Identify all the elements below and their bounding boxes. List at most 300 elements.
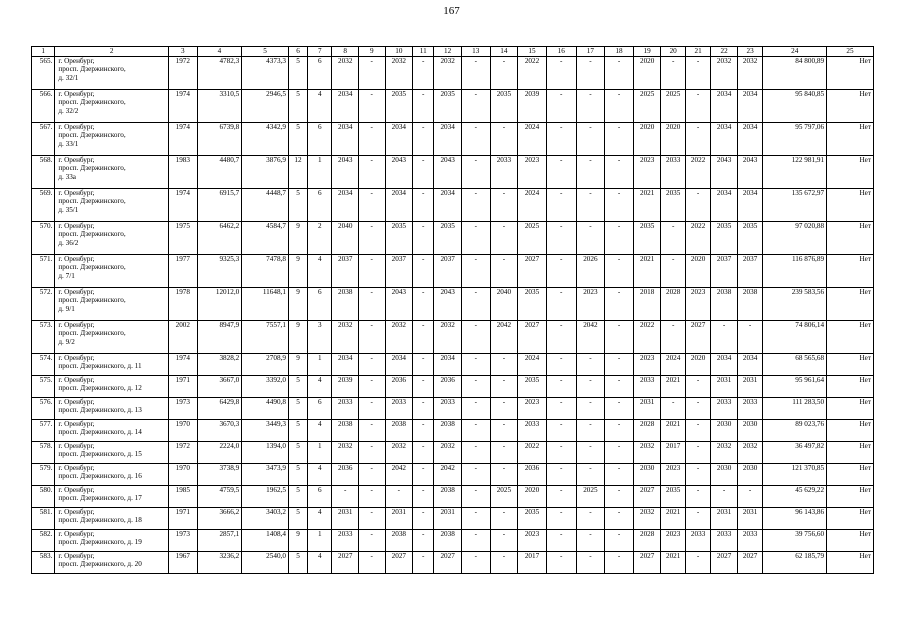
column-header: 13 — [461, 47, 490, 57]
cell-col-3: 1971 — [168, 376, 197, 398]
cell-col-23: 2043 — [737, 156, 762, 189]
cell-col-9: - — [358, 464, 385, 486]
column-header: 1 — [32, 47, 55, 57]
cell-col-16: - — [546, 442, 576, 464]
cell-col-14: - — [490, 420, 518, 442]
cell-col-12: 2027 — [434, 552, 462, 574]
cell-col-3: 1972 — [168, 442, 197, 464]
cell-col-11: - — [413, 442, 434, 464]
cell-col-7: 4 — [308, 552, 332, 574]
table-row — [32, 442, 874, 464]
cell-col-15: 2039 — [518, 90, 547, 123]
address-line: д. 33а — [58, 172, 76, 181]
cell-col-7: 6 — [308, 288, 332, 321]
cell-col-14: - — [490, 57, 518, 90]
cell-col-25: Нет — [827, 464, 874, 486]
cell-col-10: - — [385, 486, 413, 508]
table-row — [32, 222, 874, 255]
cell-col-22: 2030 — [711, 464, 738, 486]
address-line: г. Оренбург, — [58, 321, 95, 329]
cell-col-17: - — [576, 376, 605, 398]
cell-col-13: - — [461, 288, 490, 321]
cell-col-24: 116 876,89 — [763, 255, 827, 288]
cell-col-10: 2043 — [385, 156, 413, 189]
cell-col-4: 9325,3 — [197, 255, 242, 288]
cell-col-13: - — [461, 420, 490, 442]
cell-col-24: 122 981,91 — [763, 156, 827, 189]
row-number: 577. — [32, 420, 55, 442]
cell-col-14: 2035 — [490, 90, 518, 123]
cell-col-16: - — [546, 321, 576, 354]
cell-col-22: 2033 — [711, 530, 738, 552]
cell-col-20: 2035 — [661, 189, 685, 222]
row-number: 580. — [32, 486, 55, 508]
column-header: 3 — [168, 47, 197, 57]
cell-col-9: - — [358, 398, 385, 420]
table-row — [32, 123, 874, 156]
cell-col-4: 3236,2 — [197, 552, 242, 574]
column-header: 15 — [518, 47, 547, 57]
cell-col-19: 2030 — [633, 464, 661, 486]
cell-col-15: 2023 — [518, 398, 547, 420]
row-number: 574. — [32, 354, 55, 376]
column-header: 22 — [711, 47, 738, 57]
cell-col-24: 62 185,79 — [763, 552, 827, 574]
cell-col-19: 2021 — [633, 189, 661, 222]
cell-col-11: - — [413, 90, 434, 123]
cell-col-16: - — [546, 354, 576, 376]
cell-col-5: 1408,4 — [242, 530, 289, 552]
cell-col-21: - — [685, 57, 710, 90]
address-cell — [55, 420, 169, 442]
cell-col-17: - — [576, 464, 605, 486]
cell-col-16: - — [546, 420, 576, 442]
cell-col-6: 5 — [288, 486, 307, 508]
cell-col-15: 2023 — [518, 530, 547, 552]
cell-col-20: 2021 — [661, 420, 685, 442]
row-number: 568. — [32, 156, 55, 189]
cell-col-3: 1978 — [168, 288, 197, 321]
cell-col-24: 95 797,06 — [763, 123, 827, 156]
cell-col-23: 2032 — [737, 57, 762, 90]
cell-col-14: 2033 — [490, 156, 518, 189]
cell-col-12: 2035 — [434, 222, 462, 255]
cell-col-20: - — [661, 57, 685, 90]
cell-col-11: - — [413, 376, 434, 398]
cell-col-14: - — [490, 123, 518, 156]
cell-col-14: 2025 — [490, 486, 518, 508]
cell-col-16: - — [546, 530, 576, 552]
cell-col-20: 2028 — [661, 288, 685, 321]
cell-col-9: - — [358, 255, 385, 288]
cell-col-21: - — [685, 442, 710, 464]
cell-col-19: 2028 — [633, 420, 661, 442]
cell-col-18: - — [605, 398, 634, 420]
cell-col-11: - — [413, 255, 434, 288]
cell-col-17: - — [576, 530, 605, 552]
row-number: 576. — [32, 398, 55, 420]
cell-col-19: 2020 — [633, 123, 661, 156]
cell-col-8: 2027 — [332, 552, 359, 574]
cell-col-18: - — [605, 156, 634, 189]
cell-col-8: 2032 — [332, 57, 359, 90]
cell-col-3: 2002 — [168, 321, 197, 354]
cell-col-10: 2036 — [385, 376, 413, 398]
cell-col-14: - — [490, 189, 518, 222]
row-number: 573. — [32, 321, 55, 354]
cell-col-19: 2031 — [633, 398, 661, 420]
cell-col-15: 2022 — [518, 57, 547, 90]
cell-col-6: 5 — [288, 57, 307, 90]
cell-col-22: 2027 — [711, 552, 738, 574]
cell-col-4: 6739,8 — [197, 123, 242, 156]
address-cell — [55, 321, 169, 354]
column-header: 23 — [737, 47, 762, 57]
cell-col-19: 2033 — [633, 376, 661, 398]
cell-col-21: - — [685, 398, 710, 420]
address-line: просп. Дзержинского, д. 19 — [58, 538, 142, 547]
cell-col-19: 2022 — [633, 321, 661, 354]
cell-col-21: 2033 — [685, 530, 710, 552]
address-cell — [55, 486, 169, 508]
cell-col-21: - — [685, 508, 710, 530]
cell-col-22: 2037 — [711, 255, 738, 288]
cell-col-25: Нет — [827, 123, 874, 156]
cell-col-18: - — [605, 123, 634, 156]
cell-col-4: 3828,2 — [197, 354, 242, 376]
cell-col-19: 2023 — [633, 354, 661, 376]
cell-col-21: 2020 — [685, 255, 710, 288]
cell-col-16: - — [546, 57, 576, 90]
cell-col-5: 7478,8 — [242, 255, 289, 288]
cell-col-6: 5 — [288, 552, 307, 574]
cell-col-21: - — [685, 552, 710, 574]
cell-col-9: - — [358, 189, 385, 222]
cell-col-10: 2038 — [385, 530, 413, 552]
cell-col-20: 2017 — [661, 442, 685, 464]
cell-col-10: 2033 — [385, 398, 413, 420]
address-cell — [55, 552, 169, 574]
cell-col-21: - — [685, 420, 710, 442]
cell-col-12: 2034 — [434, 354, 462, 376]
cell-col-24: 121 370,85 — [763, 464, 827, 486]
cell-col-13: - — [461, 530, 490, 552]
cell-col-23: 2027 — [737, 552, 762, 574]
cell-col-16: - — [546, 156, 576, 189]
address-line: просп. Дзержинского, д. 15 — [58, 450, 142, 459]
cell-col-6: 9 — [288, 321, 307, 354]
address-line: г. Оренбург, — [58, 508, 95, 516]
cell-col-12: 2032 — [434, 321, 462, 354]
cell-col-8: 2034 — [332, 189, 359, 222]
cell-col-9: - — [358, 222, 385, 255]
cell-col-20: 2021 — [661, 508, 685, 530]
cell-col-11: - — [413, 464, 434, 486]
cell-col-5: 3392,0 — [242, 376, 289, 398]
cell-col-17: - — [576, 189, 605, 222]
cell-col-5: 4490,8 — [242, 398, 289, 420]
row-number: 578. — [32, 442, 55, 464]
cell-col-14: - — [490, 222, 518, 255]
row-number: 579. — [32, 464, 55, 486]
cell-col-15: 2024 — [518, 123, 547, 156]
cell-col-11: - — [413, 508, 434, 530]
cell-col-18: - — [605, 508, 634, 530]
cell-col-21: 2020 — [685, 354, 710, 376]
cell-col-18: - — [605, 354, 634, 376]
cell-col-23: 2034 — [737, 189, 762, 222]
cell-col-3: 1977 — [168, 255, 197, 288]
cell-col-25: Нет — [827, 420, 874, 442]
cell-col-23: 2035 — [737, 222, 762, 255]
column-header: 8 — [332, 47, 359, 57]
cell-col-15: 2022 — [518, 442, 547, 464]
cell-col-24: 111 283,50 — [763, 398, 827, 420]
cell-col-9: - — [358, 156, 385, 189]
cell-col-11: - — [413, 552, 434, 574]
cell-col-24: 36 497,82 — [763, 442, 827, 464]
cell-col-10: 2034 — [385, 123, 413, 156]
cell-col-11: - — [413, 420, 434, 442]
page-number: 167 — [443, 5, 460, 17]
address-line: г. Оренбург, — [58, 123, 95, 131]
cell-col-18: - — [605, 552, 634, 574]
cell-col-6: 12 — [288, 156, 307, 189]
table-body — [32, 47, 874, 574]
cell-col-12: 2038 — [434, 486, 462, 508]
cell-col-23: 2032 — [737, 442, 762, 464]
cell-col-20: 2035 — [661, 486, 685, 508]
address-line: просп. Дзержинского, — [58, 164, 126, 173]
cell-col-18: - — [605, 321, 634, 354]
cell-col-18: - — [605, 376, 634, 398]
cell-col-10: 2035 — [385, 90, 413, 123]
cell-col-9: - — [358, 354, 385, 376]
cell-col-12: 2037 — [434, 255, 462, 288]
row-number: 566. — [32, 90, 55, 123]
cell-col-4: 6915,7 — [197, 189, 242, 222]
cell-col-3: 1973 — [168, 530, 197, 552]
cell-col-17: 2025 — [576, 486, 605, 508]
column-header: 5 — [242, 47, 289, 57]
cell-col-5: 4373,3 — [242, 57, 289, 90]
cell-col-6: 5 — [288, 442, 307, 464]
cell-col-4: 3666,2 — [197, 508, 242, 530]
cell-col-11: - — [413, 57, 434, 90]
cell-col-9: - — [358, 420, 385, 442]
cell-col-23: 2033 — [737, 530, 762, 552]
address-line: г. Оренбург, — [58, 255, 95, 263]
header-row — [32, 47, 874, 57]
address-line: г. Оренбург, — [58, 189, 95, 197]
table-row — [32, 156, 874, 189]
table-row — [32, 57, 874, 90]
cell-col-3: 1967 — [168, 552, 197, 574]
cell-col-9: - — [358, 530, 385, 552]
cell-col-14: - — [490, 442, 518, 464]
column-header: 18 — [605, 47, 634, 57]
cell-col-4: 3738,9 — [197, 464, 242, 486]
cell-col-21: - — [685, 90, 710, 123]
cell-col-13: - — [461, 508, 490, 530]
cell-col-5: 3403,2 — [242, 508, 289, 530]
cell-col-6: 5 — [288, 508, 307, 530]
address-line: просп. Дзержинского, — [58, 230, 126, 239]
cell-col-20: - — [661, 398, 685, 420]
cell-col-3: 1972 — [168, 57, 197, 90]
cell-col-5: 2708,9 — [242, 354, 289, 376]
address-line: д. 32/2 — [58, 106, 79, 115]
cell-col-20: - — [661, 255, 685, 288]
cell-col-24: 96 143,86 — [763, 508, 827, 530]
cell-col-17: - — [576, 156, 605, 189]
cell-col-8: 2033 — [332, 398, 359, 420]
cell-col-22: 2031 — [711, 376, 738, 398]
cell-col-11: - — [413, 354, 434, 376]
cell-col-18: - — [605, 464, 634, 486]
cell-col-11: - — [413, 189, 434, 222]
cell-col-11: - — [413, 156, 434, 189]
column-header: 16 — [546, 47, 576, 57]
cell-col-16: - — [546, 398, 576, 420]
column-header: 10 — [385, 47, 413, 57]
cell-col-4: 4480,7 — [197, 156, 242, 189]
cell-col-20: - — [661, 222, 685, 255]
cell-col-17: - — [576, 398, 605, 420]
cell-col-22: 2034 — [711, 123, 738, 156]
cell-col-15: 2024 — [518, 189, 547, 222]
cell-col-21: - — [685, 464, 710, 486]
cell-col-6: 9 — [288, 530, 307, 552]
cell-col-13: - — [461, 398, 490, 420]
cell-col-6: 5 — [288, 189, 307, 222]
cell-col-12: 2038 — [434, 420, 462, 442]
cell-col-5: 4342,9 — [242, 123, 289, 156]
cell-col-24: 89 023,76 — [763, 420, 827, 442]
cell-col-17: - — [576, 508, 605, 530]
cell-col-22: 2034 — [711, 354, 738, 376]
cell-col-6: 9 — [288, 255, 307, 288]
cell-col-24: 97 020,88 — [763, 222, 827, 255]
cell-col-5: 4584,7 — [242, 222, 289, 255]
address-cell — [55, 156, 169, 189]
address-line: г. Оренбург, — [58, 464, 95, 472]
cell-col-8: 2034 — [332, 123, 359, 156]
cell-col-9: - — [358, 442, 385, 464]
cell-col-20: 2023 — [661, 464, 685, 486]
row-number: 565. — [32, 57, 55, 90]
cell-col-17: - — [576, 123, 605, 156]
cell-col-7: 1 — [308, 156, 332, 189]
table-row — [32, 255, 874, 288]
cell-col-15: 2023 — [518, 156, 547, 189]
address-line: просп. Дзержинского, д. 11 — [58, 362, 142, 371]
address-line: г. Оренбург, — [58, 530, 95, 538]
cell-col-18: - — [605, 288, 634, 321]
cell-col-19: 2032 — [633, 508, 661, 530]
cell-col-6: 9 — [288, 288, 307, 321]
cell-col-7: 2 — [308, 222, 332, 255]
cell-col-22: 2043 — [711, 156, 738, 189]
row-number: 582. — [32, 530, 55, 552]
cell-col-19: 2025 — [633, 90, 661, 123]
cell-col-18: - — [605, 530, 634, 552]
cell-col-9: - — [358, 376, 385, 398]
cell-col-24: 45 629,22 — [763, 486, 827, 508]
cell-col-18: - — [605, 420, 634, 442]
address-line: г. Оренбург, — [58, 354, 95, 362]
cell-col-7: 6 — [308, 123, 332, 156]
cell-col-6: 5 — [288, 90, 307, 123]
address-line: г. Оренбург, — [58, 552, 95, 560]
cell-col-4: 3310,5 — [197, 90, 242, 123]
address-cell — [55, 288, 169, 321]
cell-col-12: 2034 — [434, 123, 462, 156]
cell-col-11: - — [413, 123, 434, 156]
column-header: 19 — [633, 47, 661, 57]
cell-col-15: 2035 — [518, 288, 547, 321]
cell-col-4: 3670,3 — [197, 420, 242, 442]
cell-col-8: 2034 — [332, 354, 359, 376]
cell-col-5: 3473,9 — [242, 464, 289, 486]
cell-col-5: 4448,7 — [242, 189, 289, 222]
cell-col-7: 6 — [308, 57, 332, 90]
cell-col-21: - — [685, 189, 710, 222]
address-line: г. Оренбург, — [58, 486, 95, 494]
address-line: д. 7/1 — [58, 271, 75, 280]
cell-col-5: 1394,0 — [242, 442, 289, 464]
cell-col-23: 2031 — [737, 508, 762, 530]
address-line: просп. Дзержинского, — [58, 263, 126, 272]
row-number: 581. — [32, 508, 55, 530]
cell-col-13: - — [461, 90, 490, 123]
address-line: просп. Дзержинского, — [58, 131, 126, 140]
cell-col-24: 39 756,60 — [763, 530, 827, 552]
cell-col-14: - — [490, 508, 518, 530]
cell-col-4: 3667,0 — [197, 376, 242, 398]
table-row — [32, 530, 874, 552]
cell-col-13: - — [461, 57, 490, 90]
cell-col-22: 2033 — [711, 398, 738, 420]
cell-col-7: 4 — [308, 508, 332, 530]
cell-col-19: 2027 — [633, 552, 661, 574]
cell-col-17: - — [576, 420, 605, 442]
cell-col-15: 2035 — [518, 508, 547, 530]
cell-col-24: 68 565,68 — [763, 354, 827, 376]
cell-col-20: 2021 — [661, 376, 685, 398]
cell-col-10: 2042 — [385, 464, 413, 486]
cell-col-25: Нет — [827, 552, 874, 574]
address-cell — [55, 189, 169, 222]
address-line: д. 32/1 — [58, 73, 79, 82]
cell-col-16: - — [546, 255, 576, 288]
cell-col-13: - — [461, 354, 490, 376]
table-row — [32, 420, 874, 442]
row-number: 567. — [32, 123, 55, 156]
cell-col-23: 2030 — [737, 420, 762, 442]
table-row — [32, 552, 874, 574]
cell-col-17: - — [576, 552, 605, 574]
cell-col-15: 2033 — [518, 420, 547, 442]
cell-col-7: 6 — [308, 486, 332, 508]
row-number: 575. — [32, 376, 55, 398]
cell-col-25: Нет — [827, 90, 874, 123]
cell-col-10: 2043 — [385, 288, 413, 321]
address-cell — [55, 123, 169, 156]
cell-col-17: - — [576, 354, 605, 376]
column-header: 11 — [413, 47, 434, 57]
cell-col-8: 2032 — [332, 442, 359, 464]
